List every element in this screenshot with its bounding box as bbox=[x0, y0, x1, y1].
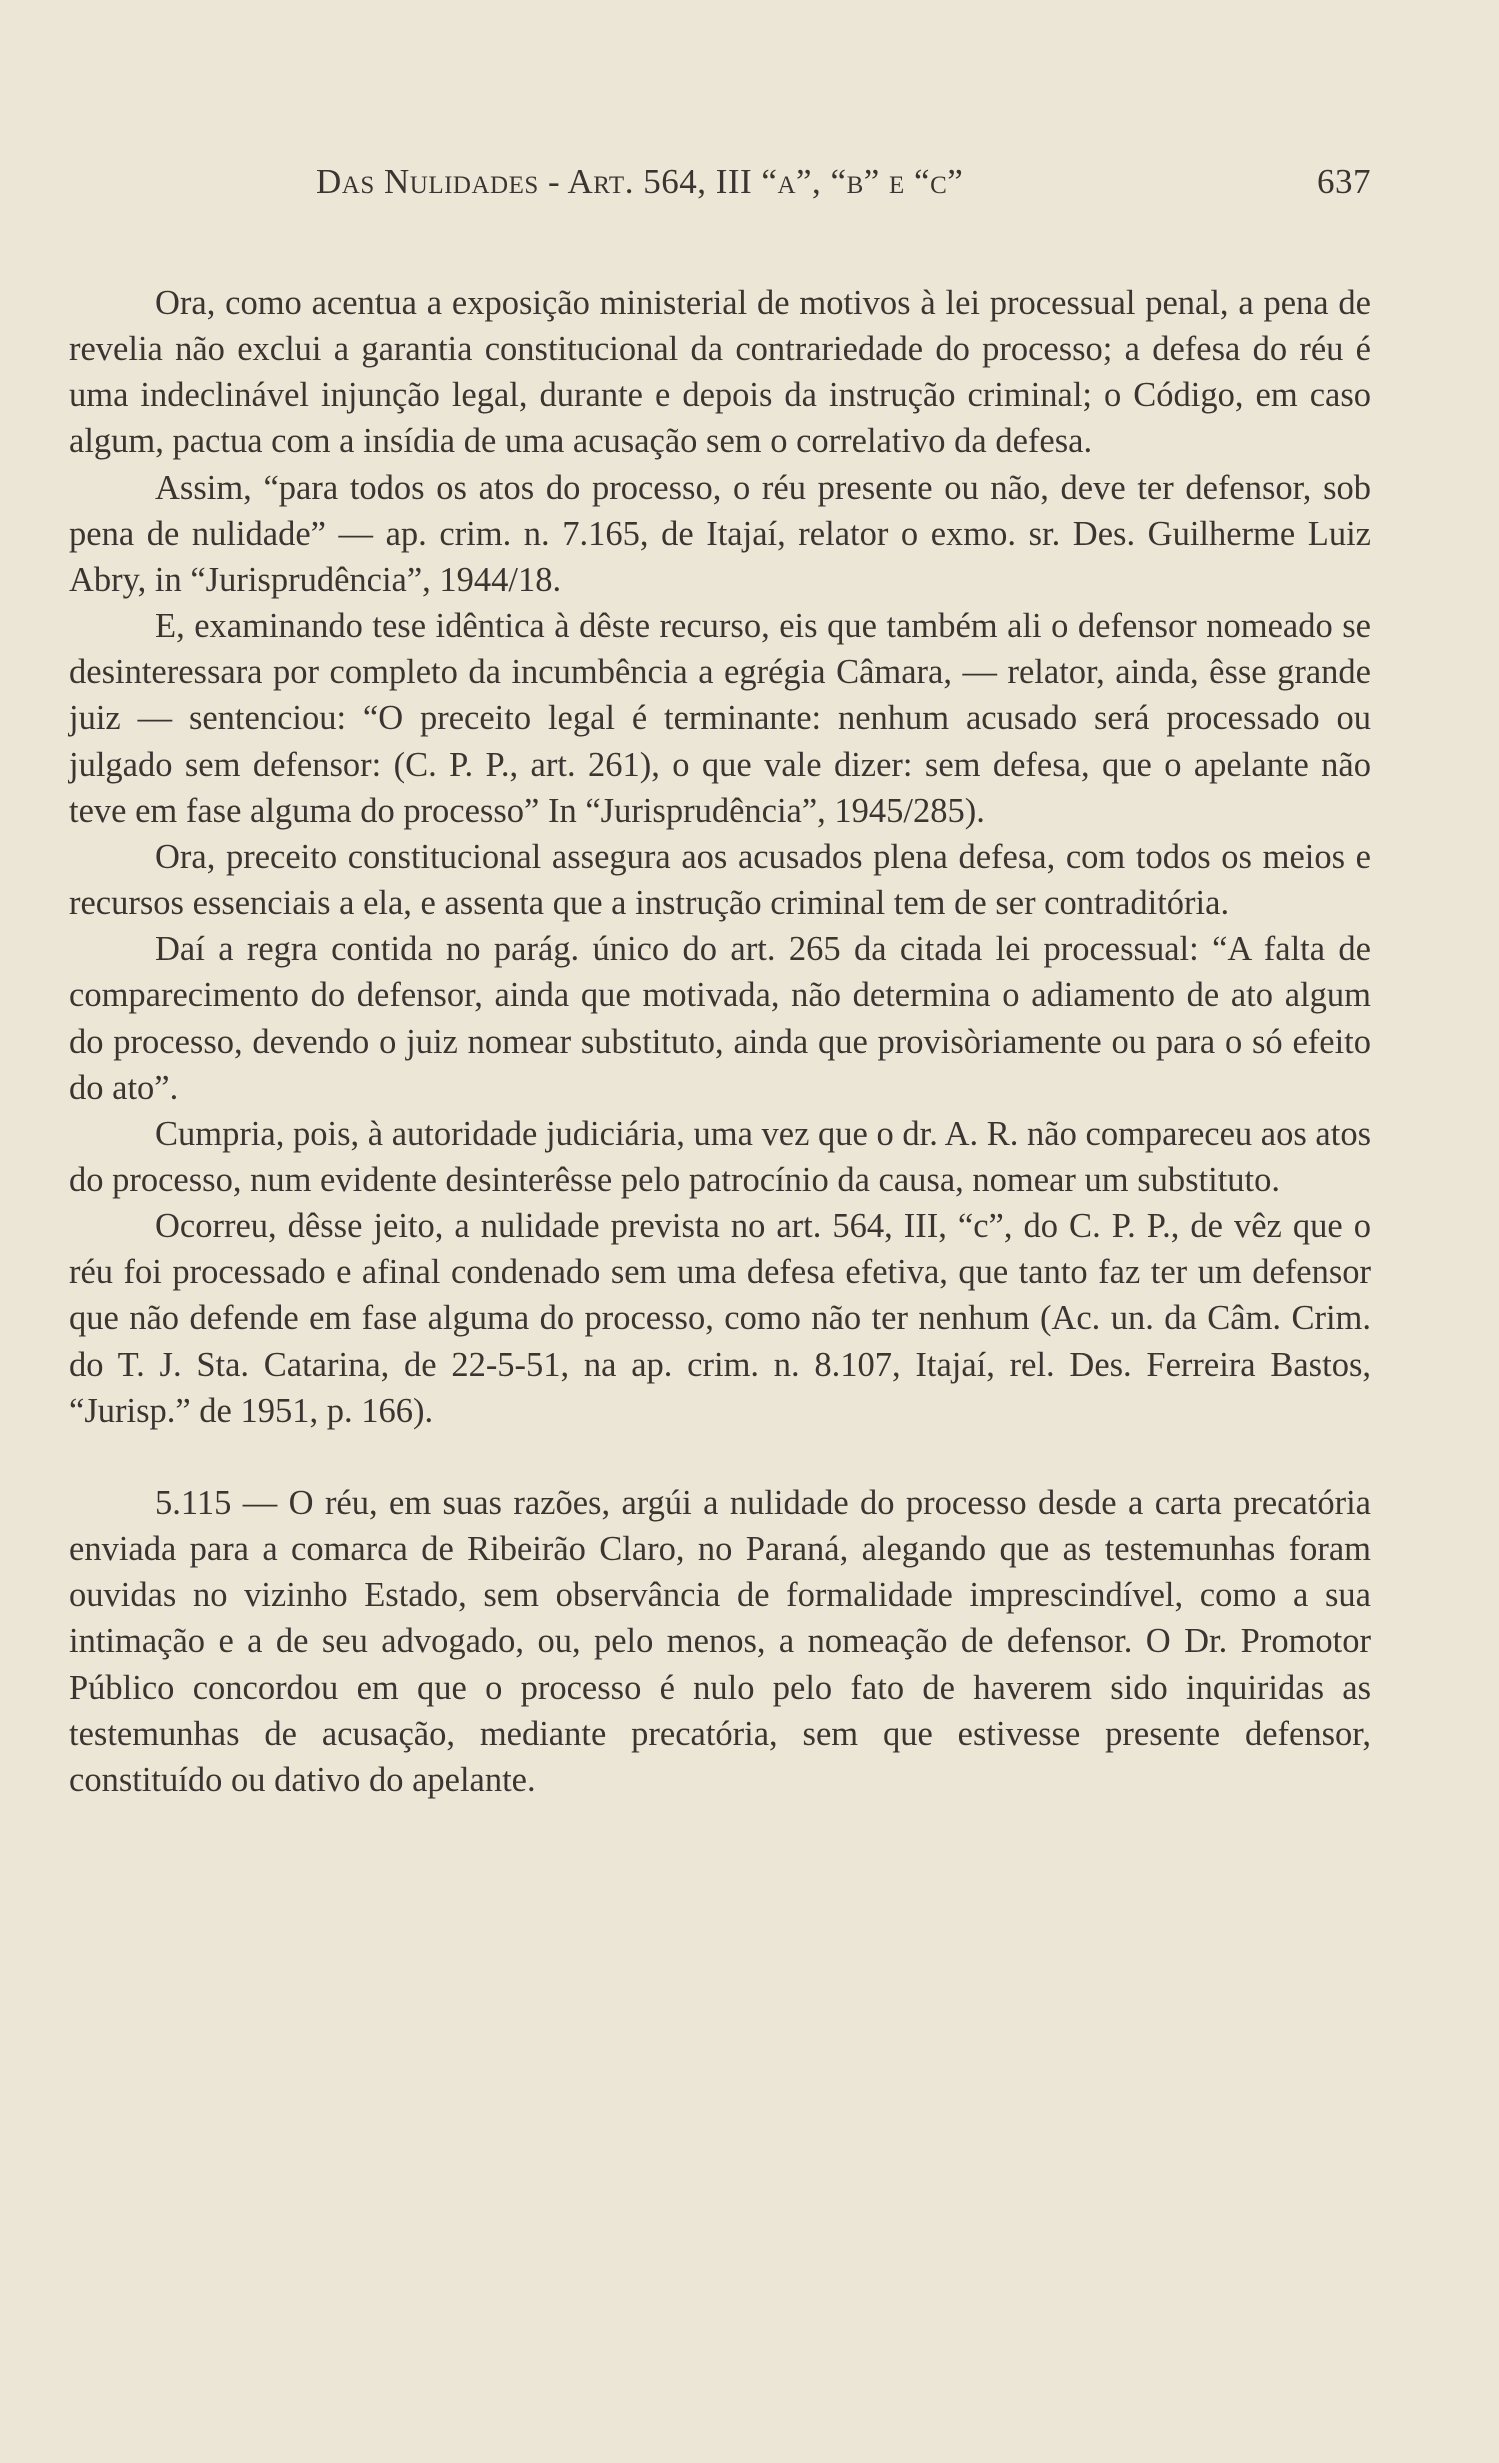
paragraph: Ora, preceito constitucional assegura aos acusados plena defesa, com todos os meios e recursos essenciais a ela, e assenta que a instrução criminal tem de ser contraditória. bbox=[69, 837, 1371, 923]
paragraph: Ocorreu, dêsse jeito, a nulidade prevista no art. 564, III, “c”, do C. P. P., de vêz que o réu foi processado e afinal condenado sem uma defesa efetiva, que tanto faz ter um defensor que não defende em fase alguma do processo, como não ter nenhum (Ac. un. da Câm. Crim. do T. J. Sta. Catarina, de 22-5-51, na ap. crim. n. 8.107, Itajaí, rel. Des. Ferreira Bastos, “Jurisp.” de 1951, p. 166). bbox=[69, 1207, 1371, 1430]
page-body bbox=[69, 280, 1371, 1803]
page-number: 637 bbox=[1317, 162, 1371, 201]
paragraph: E, examinando tese idêntica à dêste recurso, eis que também ali o defensor nomeado se desinteressara por completo da incumbência a egrégia Câmara, — relator, ainda, êsse grande juiz — sentenciou: “O preceito legal é terminante: nenhum acusado será processado ou julgado sem defensor: (C. P. P., art. 261), o que vale dizer: sem defesa, que o apelante não teve em fase alguma do processo” In “Jurisprudência”, 1945/285). bbox=[69, 607, 1371, 830]
section-paragraph: 5.115 — O réu, em suas razões, argúi a nulidade do processo desde a carta precatória enviada para a comarca de Ribeirão Claro, no Paraná, alegando que as testemunhas foram ouvidas no vizinho Estado, sem observância de formalidade imprescindível, como a sua intimação e a de seu advogado, ou, pelo menos, a nomeação de defensor. O Dr. Promotor Público concordou em que o processo é nulo pelo fato de haverem sido inquiridas as testemunhas de acusação, mediante precatória, sem que estivesse presente defensor, constituído ou dativo do apelante. bbox=[69, 1483, 1371, 1799]
paragraph: Assim, “para todos os atos do processo, o réu presente ou não, deve ter defensor, sob pena de nulidade” — ap. crim. n. 7.165, de Itajaí, relator o exmo. sr. Des. Guilherme Luiz Abry, in “Jurisprudência”, 1944/18. bbox=[69, 468, 1371, 599]
running-head-title: Das Nulidades - Art. 564, III “a”, “b” e “c” bbox=[316, 162, 964, 201]
paragraph: Ora, como acentua a exposição ministerial de motivos à lei processual penal, a pena de revelia não exclui a garantia constitucional da contrariedade do processo; a defesa do réu é uma indeclinável injunção legal, durante e depois da instrução criminal; o Código, em caso algum, pactua com a insídia de uma acusação sem o correlativo da defesa. bbox=[69, 284, 1371, 461]
running-head bbox=[316, 162, 1371, 212]
paragraph: Cumpria, pois, à autoridade judiciária, uma vez que o dr. A. R. não compareceu aos atos do processo, num evidente desinterêsse pelo patrocínio da causa, nomear um substituto. bbox=[69, 1114, 1371, 1199]
paragraph: Daí a regra contida no parág. único do art. 265 da citada lei processual: “A falta de comparecimento do defensor, ainda que motivada, não determina o adiamento de ato algum do processo, devendo o juiz nomear substituto, ainda que provisòriamente ou para o só efeito do ato”. bbox=[69, 930, 1371, 1107]
